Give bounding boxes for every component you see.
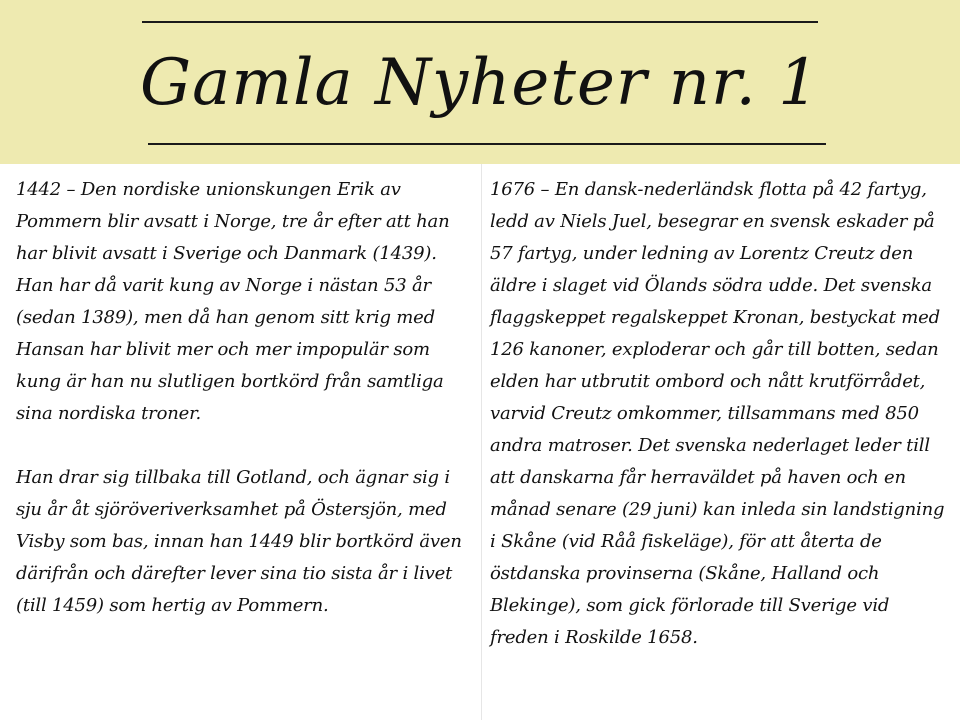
bottom-rule [148, 143, 826, 145]
right-column [481, 164, 960, 720]
page-title: Gamla Nyheter nr. 1 [140, 46, 820, 120]
right-paragraph-1: 1676 – En dansk-nederländsk flotta på 42 fartyg, ledd av Niels Juel, besegrar en svensk eskader på 57 fartyg, under ledning av Lorentz Creutz den äldre i slaget vid Ölands södra udde. Det svenska flaggskeppet regalskeppet Kronan, bestyckat med 126 kanoner, exploderar och går till botten, sedan elden har utbrutit ombord och nått krutförrådet, varvid Creutz omkommer, tillsammans med 850 andra matroser. Det svenska nederlaget leder till att danskarna får herraväldet på haven och en månad senare (29 juni) kan inleda sin landstigning i Skåne (vid Råå fiskeläge), för att återta de östdanska provinserna (Skåne, Halland och Blekinge), som gick förlorade till Sverige vid freden i Roskilde 1658. [490, 179, 945, 648]
left-paragraph-2: Han drar sig tillbaka till Gotland, och ägnar sig i sju år åt sjöröveriverksamhet på Östersjön, med Visby som bas, innan han 1449 blir bortkörd även därifrån och därefter lever sina tio sista år i livet (till 1459) som hertig av Pommern. [16, 467, 462, 616]
left-column [0, 164, 480, 720]
left-paragraph-1: 1442 – Den nordiske unionskungen Erik av Pommern blir avsatt i Norge, tre år efter att han har blivit avsatt i Sverige och Danmark (1439). Han har då varit kung av Norge i nästan 53 år (sedan 1389), men då han genom sitt krig med Hansan har blivit mer och mer impopulär som kung är han nu slutligen bortkörd från samtliga sina nordiska troner. [16, 179, 450, 424]
top-rule [142, 21, 818, 23]
title-banner [0, 0, 960, 164]
